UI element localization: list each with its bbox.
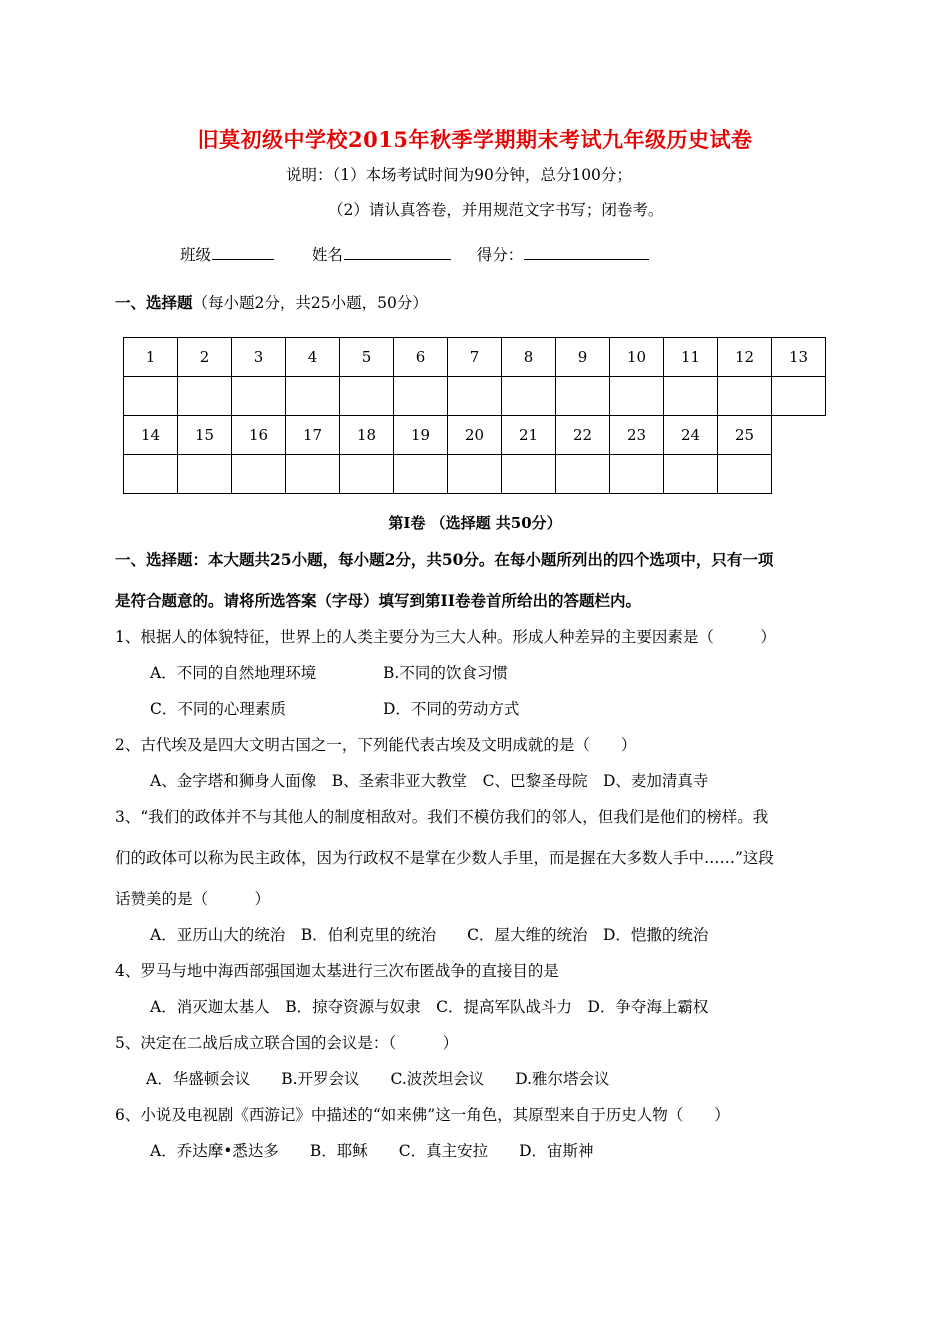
section-1-header — [115, 291, 428, 313]
answer-cell[interactable] — [610, 377, 664, 416]
grid-number: 12 — [718, 338, 772, 377]
question-5-stem: 5、决定在二战后成立联合国的会议是：（ ） — [115, 1034, 459, 1052]
answer-cell[interactable] — [502, 377, 556, 416]
question-5-options[interactable]: A．华盛顿会议 B.开罗会议 C.波茨坦会议 D.雅尔塔会议 — [146, 1070, 610, 1088]
answer-cell[interactable] — [232, 377, 286, 416]
empty-cell — [772, 455, 826, 494]
answer-grid-blanks-row-2 — [124, 455, 826, 494]
answer-cell[interactable] — [124, 455, 178, 494]
volume-title: 第Ⅰ卷 （选择题 共50分） — [388, 514, 562, 532]
answer-cell[interactable] — [448, 455, 502, 494]
grid-number: 4 — [286, 338, 340, 377]
question-1-option-b[interactable]: B.不同的饮食习惯 — [383, 664, 508, 682]
grid-number: 2 — [178, 338, 232, 377]
question-1-stem: 1、根据人的体貌特征，世界上的人类主要分为三大人种。形成人种差异的主要因素是（ ） — [115, 628, 776, 646]
question-1-option-c[interactable]: C．不同的心理素质 — [150, 700, 286, 718]
exam-title: 旧莫初级中学校2015年秋季学期期末考试九年级历史试卷 — [197, 127, 753, 152]
answer-cell[interactable] — [556, 455, 610, 494]
answer-cell[interactable] — [340, 377, 394, 416]
grid-number: 16 — [232, 416, 286, 455]
answer-cell[interactable] — [772, 377, 826, 416]
section-intro-line-2: 是符合题意的。请将所选答案（字母）填写到第II卷卷首所给出的答题栏内。 — [115, 591, 642, 610]
name-blank[interactable] — [344, 243, 451, 260]
answer-cell[interactable] — [286, 455, 340, 494]
section-intro-line-1: 一、选择题：本大题共25小题，每小题2分，共50分。在每小题所列出的四个选项中，只有一项 — [115, 550, 774, 569]
question-4-options[interactable]: A．消灭迦太基人 B．掠夺资源与奴隶 C．提高军队战斗力 D．争夺海上霸权 — [150, 998, 709, 1016]
question-1-option-d[interactable]: D．不同的劳动方式 — [383, 700, 520, 718]
answer-cell[interactable] — [664, 455, 718, 494]
question-6-options[interactable]: A．乔达摩•悉达多 B．耶稣 C．真主安拉 D．宙斯神 — [150, 1142, 594, 1160]
class-label: 班级 — [180, 246, 212, 264]
grid-number: 6 — [394, 338, 448, 377]
answer-cell[interactable] — [178, 377, 232, 416]
grid-number: 24 — [664, 416, 718, 455]
question-4-stem: 4、罗马与地中海西部强国迦太基进行三次布匿战争的直接目的是 — [115, 962, 559, 980]
answer-cell[interactable] — [394, 455, 448, 494]
answer-cell[interactable] — [286, 377, 340, 416]
answer-cell[interactable] — [610, 455, 664, 494]
grid-number: 14 — [124, 416, 178, 455]
grid-number: 25 — [718, 416, 772, 455]
grid-number: 22 — [556, 416, 610, 455]
grid-number: 9 — [556, 338, 610, 377]
grid-number: 23 — [610, 416, 664, 455]
grid-number: 11 — [664, 338, 718, 377]
empty-cell — [772, 416, 826, 455]
grid-number: 10 — [610, 338, 664, 377]
grid-number: 17 — [286, 416, 340, 455]
answer-cell[interactable] — [718, 455, 772, 494]
grid-number: 19 — [394, 416, 448, 455]
section-1-label: 一、选择题 — [115, 293, 193, 312]
answer-cell[interactable] — [124, 377, 178, 416]
name-label: 姓名 — [311, 246, 343, 264]
question-2-stem: 2、古代埃及是四大文明古国之一，下列能代表古埃及文明成就的是（ ） — [115, 736, 637, 754]
grid-number: 13 — [772, 338, 826, 377]
question-3-stem-line-3: 话赞美的是（ ） — [115, 890, 271, 908]
answer-cell[interactable] — [340, 455, 394, 494]
answer-cell[interactable] — [178, 455, 232, 494]
student-info-fields — [180, 243, 649, 265]
score-label: 得分： — [476, 246, 524, 264]
section-1-note: （每小题2分，共25小题，50分） — [192, 294, 428, 312]
answer-cell[interactable] — [664, 377, 718, 416]
answer-cell[interactable] — [232, 455, 286, 494]
answer-grid-numbers-row-1 — [124, 338, 826, 377]
question-3-options[interactable]: A．亚历山大的统治 B．伯利克里的统治 C．屋大维的统治 D．恺撒的统治 — [150, 926, 709, 944]
answer-grid-blanks-row-1 — [124, 377, 826, 416]
answer-grid-numbers-row-2 — [124, 416, 826, 455]
answer-cell[interactable] — [394, 377, 448, 416]
grid-number: 21 — [502, 416, 556, 455]
score-blank[interactable] — [524, 243, 649, 260]
instructions-line-2: （2）请认真答卷，并用规范文字书写；闭卷考。 — [328, 201, 664, 219]
question-1-option-a[interactable]: A．不同的自然地理环境 — [150, 664, 317, 682]
grid-number: 7 — [448, 338, 502, 377]
grid-number: 5 — [340, 338, 394, 377]
grid-number: 3 — [232, 338, 286, 377]
answer-cell[interactable] — [718, 377, 772, 416]
grid-number: 20 — [448, 416, 502, 455]
grid-number: 8 — [502, 338, 556, 377]
question-3-stem-line-2: 们的政体可以称为民主政体，因为行政权不是掌在少数人手里，而是握在大多数人手中……”这段 — [115, 849, 774, 867]
grid-number: 1 — [124, 338, 178, 377]
answer-cell[interactable] — [448, 377, 502, 416]
answer-cell[interactable] — [556, 377, 610, 416]
grid-number: 18 — [340, 416, 394, 455]
question-6-stem: 6、小说及电视剧《西游记》中描述的“如来佛”这一角色，其原型来自于历史人物（ ） — [115, 1106, 730, 1124]
instructions-line-1: 说明：（1）本场考试时间为90分钟，总分100分； — [286, 166, 632, 184]
question-3-stem-line-1: 3、“我们的政体并不与其他人的制度相敌对。我们不模仿我们的邻人，但我们是他们的榜样。我 — [115, 808, 769, 826]
grid-number: 15 — [178, 416, 232, 455]
answer-grid — [123, 337, 826, 494]
question-2-options[interactable]: A、金字塔和狮身人面像 B、圣索非亚大教堂 C、巴黎圣母院 D、麦加清真寺 — [150, 772, 709, 790]
answer-cell[interactable] — [502, 455, 556, 494]
class-blank[interactable] — [212, 243, 274, 260]
